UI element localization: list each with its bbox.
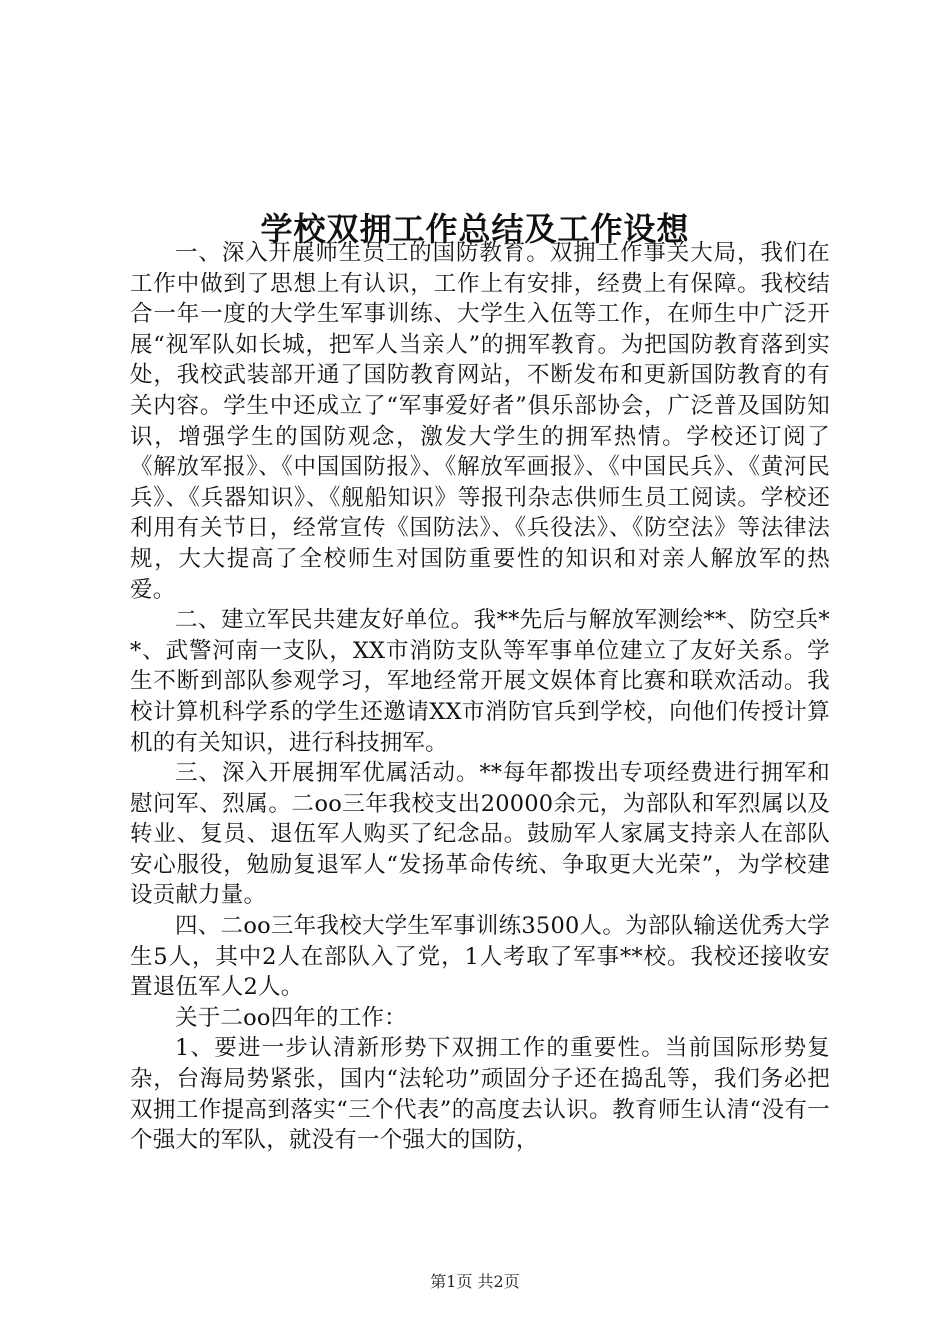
page-number-footer: 第1页 共2页 [430,1272,520,1291]
paragraph-3: 三、深入开展拥军优属活动。**每年都拨出专项经费进行拥军和慰问军、烈属。二oo三年我校支出20000余元，为部队和军烈属以及转业、复员、退伍军人购买了纪念品。鼓励军人家属支持亲人在部队安心服役，勉励复退军人“发扬革命传统、争取更大光荣”，为学校建设贡献力量。 [130,760,830,909]
paragraph-4: 四、二oo三年我校大学生军事训练3500人。为部队输送优秀大学生5人，其中2人在部队入了党，1人考取了军事**校。我校还接收安置退伍军人2人。 [130,913,830,1001]
paragraph-2: 二、建立军民共建友好单位。我**先后与解放军测绘**、防空兵**、武警河南一支队，XX市消防支队等军事单位建立了友好关系。学生不断到部队参观学习，军地经常开展文娱体育比赛和联欢活动。我校计算机科学系的学生还邀请XX市消防官兵到学校，向他们传授计算机的有关知识，进行科技拥军。 [130,607,830,756]
paragraph-1: 一、深入开展师生员工的国防教育。双拥工作事关大局，我们在工作中做到了思想上有认识，工作上有安排，经费上有保障。我校结合一年一度的大学生军事训练、大学生入伍等工作，在师生中广泛开展“视军队如长城，把军人当亲人”的拥军教育。为把国防教育落到实处，我校武装部开通了国防教育网站，不断发布和更新国防教育的有关内容。学生中还成立了“军事爱好者”俱乐部协会，广泛普及国防知识，增强学生的国防观念，激发大学生的拥军热情。学校还订阅了《解放军报》、《中国国防报》、《解放军画报》、《中国民兵》、《黄河民兵》、《兵器知识》、《舰船知识》等报刊杂志供师生员工阅读。学校还利用有关节日，经常宣传《国防法》、《兵役法》、《防空法》等法律法规，大大提高了全校师生对国防重要性的知识和对亲人解放军的热爱。 [130,240,830,603]
document-body [130,238,830,1156]
paragraph-6: 1、要进一步认清新形势下双拥工作的重要性。当前国际形势复杂，台海局势紧张，国内“法轮功”顽固分子还在捣乱等，我们务必把双拥工作提高到落实“三个代表”的高度去认识。教育师生认清“没有一个强大的军队，就没有一个强大的国防， [130,1035,830,1154]
paragraph-5: 关于二oo四年的工作： [175,1004,407,1031]
document-title: 学校双拥工作总结及工作设想 [260,210,690,249]
